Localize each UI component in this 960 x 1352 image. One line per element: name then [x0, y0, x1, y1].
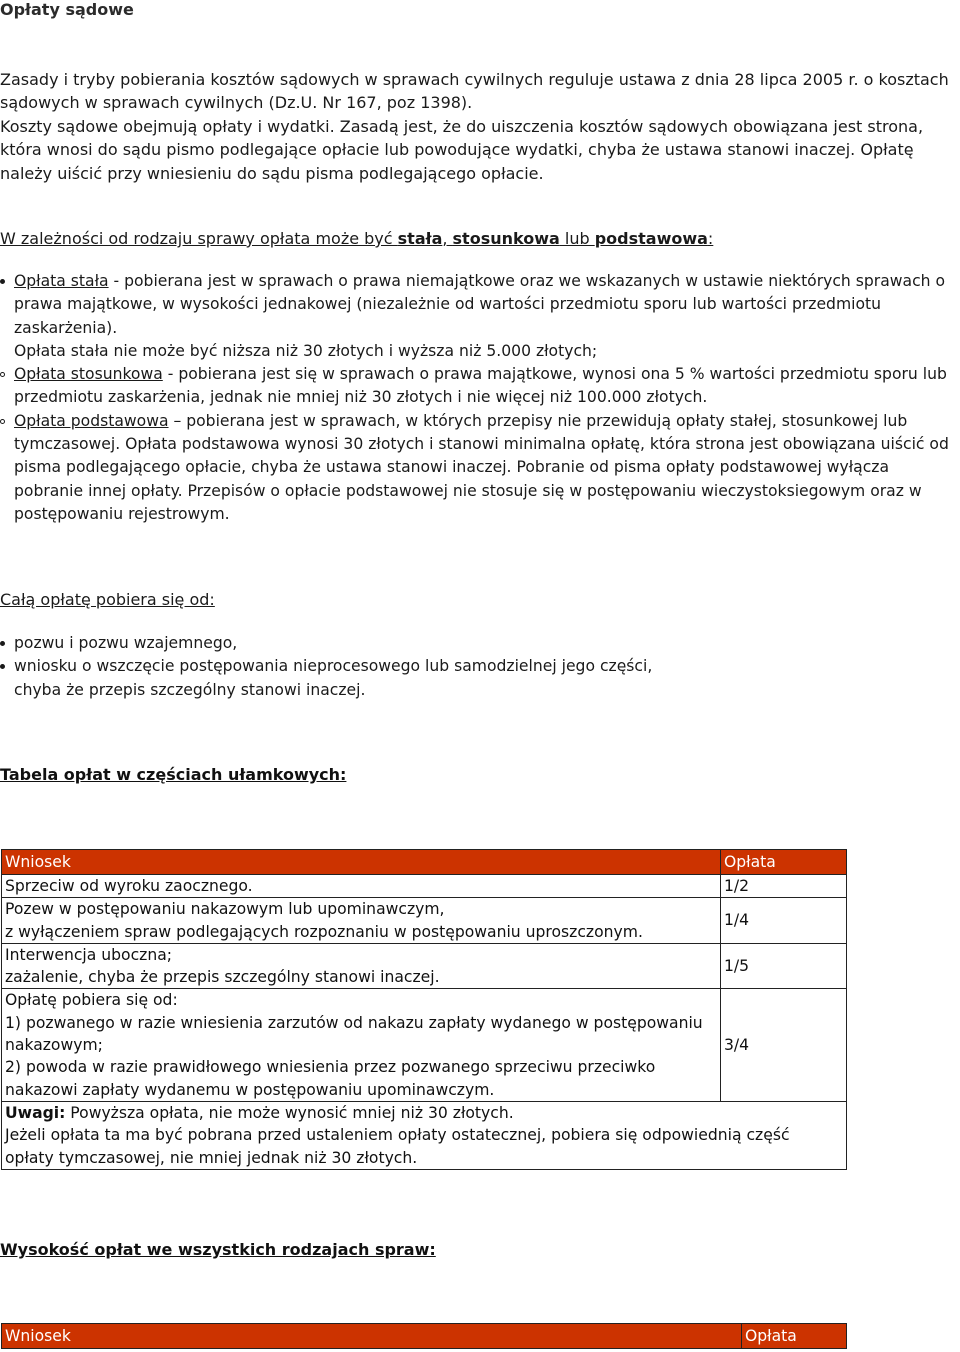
- intro-paragraph-1: Zasady i tryby pobierania kosztów sądowych w sprawach cywilnych reguluje ustawa z dnia 28 lipca 2005 r. o kosztach sądowych w sprawach cywilnych (Dz.U. Nr 167, poz 1398).: [0, 70, 949, 113]
- note-label: Uwagi:: [5, 1103, 66, 1122]
- bullet-icon: [0, 372, 5, 377]
- fraction-fee-table: [1, 849, 847, 1170]
- fee-types-intro: [0, 229, 713, 248]
- list-item: [0, 632, 958, 655]
- row-request: [2, 943, 721, 989]
- fee-types-suffix: :: [707, 229, 714, 248]
- row-fee: 3/4: [721, 989, 847, 1101]
- all-cases-fee-table: [1, 1323, 847, 1349]
- row-line: z wyłączeniem spraw podlegających rozpoznaniu w postępowaniu uproszczonym.: [5, 922, 643, 941]
- bullet-icon: [0, 279, 5, 284]
- list-item: [0, 655, 958, 702]
- list-item: [0, 363, 958, 410]
- fee-type-stosunkowa-bold: stosunkowa: [452, 229, 560, 248]
- header-oplata: Opłata: [721, 850, 847, 875]
- row-fee: 1/2: [721, 875, 847, 898]
- header-wniosek: Wniosek: [2, 1324, 742, 1349]
- table-row: [2, 875, 847, 898]
- fee-type-podstawowa-bold: podstawowa: [594, 229, 708, 248]
- row-line: 1) pozwanego w razie wniesienia zarzutów od nakazu zapłaty wydanego w postępowaniu nakazowym;: [5, 1013, 703, 1055]
- fee-term-link[interactable]: Opłata podstawowa: [14, 411, 169, 430]
- all-cases-heading: Wysokość opłat we wszystkich rodzajach spraw:: [0, 1240, 436, 1259]
- whole-fee-heading: Całą opłatę pobiera się od:: [0, 590, 215, 609]
- bullet-icon: [0, 641, 5, 646]
- row-line: zażalenie, chyba że przepis szczególny stanowi inaczej.: [5, 968, 440, 987]
- table-note-row: [2, 1101, 847, 1169]
- fraction-table-heading: Tabela opłat w częściach ułamkowych:: [0, 765, 347, 784]
- fee-term-link[interactable]: Opłata stosunkowa: [14, 365, 163, 384]
- row-request: [2, 875, 721, 898]
- bullet-icon: [0, 664, 5, 669]
- row-line: Interwencja uboczna;: [5, 945, 173, 964]
- note-line: Powyższa opłata, nie może wynosić mniej niż 30 złotych.: [65, 1103, 514, 1122]
- fee-types-intro-prefix: W zależności od rodzaju sprawy opłata może być: [0, 229, 398, 248]
- table-row: [2, 989, 847, 1101]
- fee-term-link[interactable]: Opłata stała: [14, 272, 109, 290]
- table-header-row: [2, 850, 847, 875]
- list-item: [0, 410, 958, 526]
- fee-type-stala-bold: stała: [397, 229, 443, 248]
- row-fee: 1/4: [721, 898, 847, 944]
- whole-fee-item: wniosku o wszczęcie postępowania nieprocesowego lub samodzielnej jego części,: [14, 657, 653, 676]
- table-header-row: [2, 1324, 847, 1349]
- fee-types-sep: lub: [559, 229, 595, 248]
- row-line: Sprzeciw od wyroku zaocznego.: [5, 877, 253, 895]
- fee-description: - pobierana jest się w sprawach o prawa majątkowe, wynosi ona 5 % wartości przedmiotu sporu lub przedmiotu zaskarżenia, jednak nie mniej niż 30 złotych i nie więcej niż 100.000 złotych.: [14, 365, 947, 407]
- fee-description: – pobierana jest w sprawach, w których przepisy nie przewidują opłaty stałej, stosunkowej lub tymczasowej. Opłata podstawowa wynosi 30 złotych i stanowi minimalna opłatę, która strona jest obowiązana uiścić od pisma podlegającego opłacie, chyba że ustawa stanowi inaczej. Pobranie od pisma opłaty podstawowej wyłącza pobranie innej opłaty. Przepisów o opłacie podstawowej nie stosuje się w postępowaniu wieczystoksiegowym oraz w postępowaniu rejestrowym.: [14, 411, 949, 523]
- table-row: [2, 943, 847, 989]
- note-line: Jeżeli opłata ta ma być pobrana przed ustaleniem opłaty ostatecznej, pobiera się odpowiednią część opłaty tymczasowej, nie mniej jednak niż 30 złotych.: [5, 1126, 790, 1167]
- fee-types-sep: ,: [442, 229, 453, 248]
- row-fee: 1/5: [721, 943, 847, 989]
- row-request: [2, 989, 721, 1101]
- fee-types-list: [0, 270, 958, 526]
- header-wniosek: Wniosek: [2, 850, 721, 875]
- row-line: 2) powoda w razie prawidłowego wniesienia przez pozwanego sprzeciwu przeciwko nakazowi zapłaty wydanemu w postępowaniu upominawczym.: [5, 1058, 656, 1099]
- table-row: [2, 898, 847, 944]
- intro-paragraph-2: Koszty sądowe obejmują opłaty i wydatki. Zasadą jest, że do uiszczenia kosztów sądowych obowiązana jest strona, która wnosi do sądu pismo podlegające opłacie lub powodujące wydatki, chyba że ustawa stanowi inaczej. Opłatę należy uiścić przy wniesieniu do sądu pisma podlegającego opłacie.: [0, 116, 924, 183]
- page-title: Opłaty sądowe: [0, 0, 134, 19]
- list-item: [0, 270, 958, 363]
- fee-description: - pobierana jest w sprawach o prawa niemajątkowe oraz we wskazanych w ustawie niektórych sprawach o prawa majątkowe, w wysokości jednakowej (niezależnie od wartości przedmiotu sporu lub wartości przedmiotu zaskarżenia).: [14, 272, 946, 337]
- fee-extra-note: Opłata stała nie może być niższa niż 30 złotych i wyższa niż 5.000 złotych;: [14, 341, 598, 360]
- whole-fee-note: chyba że przepis szczególny stanowi inaczej.: [14, 680, 366, 699]
- intro-text: [0, 68, 958, 185]
- row-line: Opłatę pobiera się od:: [5, 991, 178, 1010]
- row-request: [2, 898, 721, 944]
- table-note: [2, 1101, 847, 1169]
- row-line: Pozew w postępowaniu nakazowym lub upominawczym,: [5, 900, 445, 919]
- whole-fee-item: pozwu i pozwu wzajemnego,: [14, 634, 238, 652]
- whole-fee-list: [0, 632, 958, 702]
- bullet-icon: [0, 419, 5, 424]
- header-oplata: Opłata: [742, 1324, 847, 1349]
